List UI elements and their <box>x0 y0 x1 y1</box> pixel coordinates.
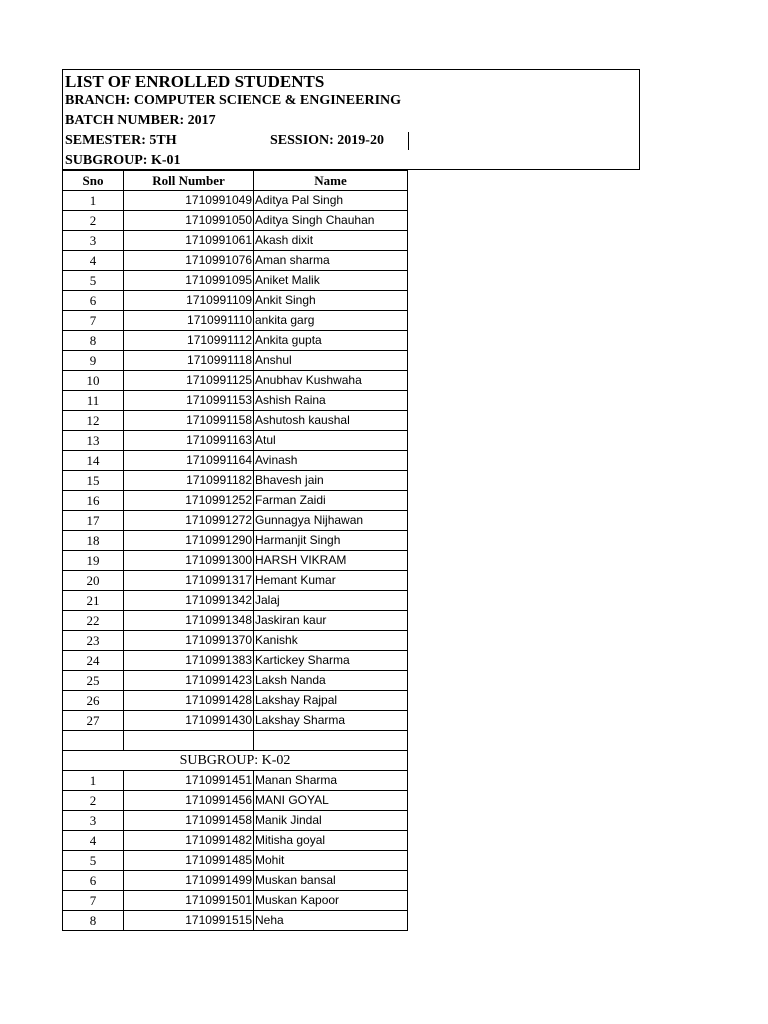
cell-sno: 1 <box>63 771 124 791</box>
table-row <box>63 211 408 231</box>
cell-name: Aniket Malik <box>254 271 408 291</box>
cell-roll-number: 1710991290 <box>124 531 254 551</box>
cell-sno: 2 <box>63 791 124 811</box>
cell-sno: 5 <box>63 851 124 871</box>
cell-name: Hemant Kumar <box>254 571 408 591</box>
batch-line: BATCH NUMBER: 2017 <box>65 113 216 128</box>
cell-roll-number: 1710991118 <box>124 351 254 371</box>
cell-roll-number: 1710991499 <box>124 871 254 891</box>
cell-name: Mohit <box>254 851 408 871</box>
cell-sno: 7 <box>63 891 124 911</box>
table-row <box>63 911 408 931</box>
cell-sno: 15 <box>63 471 124 491</box>
cell-roll-number: 1710991300 <box>124 551 254 571</box>
cell-sno: 4 <box>63 251 124 271</box>
document-title: LIST OF ENROLLED STUDENTS <box>65 72 325 91</box>
cell-roll-number: 1710991164 <box>124 451 254 471</box>
cell-sno: 12 <box>63 411 124 431</box>
cell-name: Aditya Pal Singh <box>254 191 408 211</box>
table-row <box>63 611 408 631</box>
cell-roll-number: 1710991430 <box>124 711 254 731</box>
cell-sno: 17 <box>63 511 124 531</box>
table-row <box>63 651 408 671</box>
cell-name: Jaskiran kaur <box>254 611 408 631</box>
cell-roll-number: 1710991501 <box>124 891 254 911</box>
cell-roll-number: 1710991428 <box>124 691 254 711</box>
cell-roll-number: 1710991110 <box>124 311 254 331</box>
cell-name: Mitisha goyal <box>254 831 408 851</box>
cell-sno: 13 <box>63 431 124 451</box>
cell-name: Ashutosh kaushal <box>254 411 408 431</box>
cell-roll-number: 1710991095 <box>124 271 254 291</box>
cell-sno: 8 <box>63 331 124 351</box>
session-line: SESSION: 2019-20 <box>270 133 384 148</box>
cell-roll-number: 1710991125 <box>124 371 254 391</box>
cell-sno: 6 <box>63 291 124 311</box>
cell-name: ankita garg <box>254 311 408 331</box>
cell-name: Anshul <box>254 351 408 371</box>
table-row <box>63 671 408 691</box>
empty-cell <box>63 731 124 751</box>
table-row <box>63 251 408 271</box>
semester-line: SEMESTER: 5TH <box>65 133 177 148</box>
table-row <box>63 791 408 811</box>
cell-name: MANI GOYAL <box>254 791 408 811</box>
cell-roll-number: 1710991061 <box>124 231 254 251</box>
document-header <box>62 69 640 170</box>
cell-roll-number: 1710991252 <box>124 491 254 511</box>
table-row <box>63 391 408 411</box>
subgroup-line: SUBGROUP: K-01 <box>65 153 181 168</box>
cell-name: Kanishk <box>254 631 408 651</box>
cell-name: Avinash <box>254 451 408 471</box>
table-row <box>63 191 408 211</box>
table-row <box>63 551 408 571</box>
cell-name: Harmanjit Singh <box>254 531 408 551</box>
cell-roll-number: 1710991163 <box>124 431 254 451</box>
cell-name: Lakshay Sharma <box>254 711 408 731</box>
cell-name: Ankit Singh <box>254 291 408 311</box>
cell-roll-number: 1710991050 <box>124 211 254 231</box>
cell-name: Aditya Singh Chauhan <box>254 211 408 231</box>
cell-roll-number: 1710991456 <box>124 791 254 811</box>
cell-sno: 14 <box>63 451 124 471</box>
table-row <box>63 891 408 911</box>
cell-name: Muskan Kapoor <box>254 891 408 911</box>
cell-roll-number: 1710991485 <box>124 851 254 871</box>
subgroup-k02-heading: SUBGROUP: K-02 <box>63 751 408 771</box>
cell-roll-number: 1710991182 <box>124 471 254 491</box>
table-row <box>63 331 408 351</box>
cell-sno: 24 <box>63 651 124 671</box>
subgroup-heading-row <box>63 751 408 771</box>
cell-sno: 21 <box>63 591 124 611</box>
cell-sno: 16 <box>63 491 124 511</box>
cell-sno: 9 <box>63 351 124 371</box>
table-row <box>63 571 408 591</box>
cell-roll-number: 1710991158 <box>124 411 254 431</box>
cell-sno: 7 <box>63 311 124 331</box>
cell-sno: 6 <box>63 871 124 891</box>
cell-roll-number: 1710991370 <box>124 631 254 651</box>
cell-roll-number: 1710991458 <box>124 811 254 831</box>
cell-roll-number: 1710991112 <box>124 331 254 351</box>
cell-roll-number: 1710991348 <box>124 611 254 631</box>
cell-roll-number: 1710991482 <box>124 831 254 851</box>
table-row <box>63 771 408 791</box>
cell-sno: 2 <box>63 211 124 231</box>
cell-name: Atul <box>254 431 408 451</box>
cell-name: Jalaj <box>254 591 408 611</box>
cell-roll-number: 1710991423 <box>124 671 254 691</box>
cell-sno: 18 <box>63 531 124 551</box>
cell-sno: 10 <box>63 371 124 391</box>
table-row <box>63 291 408 311</box>
cell-roll-number: 1710991515 <box>124 911 254 931</box>
empty-cell <box>124 731 254 751</box>
table-row <box>63 491 408 511</box>
cell-roll-number: 1710991049 <box>124 191 254 211</box>
cell-name: Neha <box>254 911 408 931</box>
table-row <box>63 231 408 251</box>
students-table <box>62 170 408 931</box>
cell-sno: 23 <box>63 631 124 651</box>
cell-sno: 20 <box>63 571 124 591</box>
cell-name: Ashish Raina <box>254 391 408 411</box>
table-row <box>63 871 408 891</box>
cell-sno: 5 <box>63 271 124 291</box>
empty-cell <box>254 731 408 751</box>
table-row <box>63 431 408 451</box>
table-row <box>63 371 408 391</box>
table-row <box>63 851 408 871</box>
cell-sno: 19 <box>63 551 124 571</box>
cell-name: Ankita gupta <box>254 331 408 351</box>
table-row <box>63 691 408 711</box>
cell-name: Anubhav Kushwaha <box>254 371 408 391</box>
cell-roll-number: 1710991076 <box>124 251 254 271</box>
cell-name: Gunnagya Nijhawan <box>254 511 408 531</box>
cell-sno: 11 <box>63 391 124 411</box>
blank-row <box>63 731 408 751</box>
table-row <box>63 711 408 731</box>
column-header-name: Name <box>254 171 408 191</box>
table-row <box>63 831 408 851</box>
cell-name: Bhavesh jain <box>254 471 408 491</box>
cell-name: Farman Zaidi <box>254 491 408 511</box>
cell-name: Manik Jindal <box>254 811 408 831</box>
cell-sno: 27 <box>63 711 124 731</box>
table-row <box>63 471 408 491</box>
cell-sno: 3 <box>63 231 124 251</box>
table-row <box>63 351 408 371</box>
cell-sno: 26 <box>63 691 124 711</box>
cell-name: Lakshay Rajpal <box>254 691 408 711</box>
cell-sno: 4 <box>63 831 124 851</box>
text-cursor <box>408 132 409 150</box>
branch-line: BRANCH: COMPUTER SCIENCE & ENGINEERING <box>65 93 402 108</box>
cell-name: Manan Sharma <box>254 771 408 791</box>
table-row <box>63 411 408 431</box>
cell-roll-number: 1710991383 <box>124 651 254 671</box>
table-row <box>63 531 408 551</box>
cell-sno: 22 <box>63 611 124 631</box>
cell-name: Kartickey Sharma <box>254 651 408 671</box>
cell-name: Akash dixit <box>254 231 408 251</box>
cell-sno: 25 <box>63 671 124 691</box>
table-row <box>63 631 408 651</box>
cell-name: HARSH VIKRAM <box>254 551 408 571</box>
table-row <box>63 811 408 831</box>
cell-roll-number: 1710991317 <box>124 571 254 591</box>
cell-roll-number: 1710991342 <box>124 591 254 611</box>
students-table-body <box>63 171 408 931</box>
table-row <box>63 591 408 611</box>
cell-roll-number: 1710991272 <box>124 511 254 531</box>
cell-name: Muskan bansal <box>254 871 408 891</box>
table-row <box>63 271 408 291</box>
cell-name: Laksh Nanda <box>254 671 408 691</box>
column-header-sno: Sno <box>63 171 124 191</box>
cell-roll-number: 1710991109 <box>124 291 254 311</box>
column-header-row <box>63 171 408 191</box>
table-row <box>63 511 408 531</box>
table-row <box>63 451 408 471</box>
cell-sno: 8 <box>63 911 124 931</box>
column-header-roll-number: Roll Number <box>124 171 254 191</box>
cell-sno: 3 <box>63 811 124 831</box>
cell-roll-number: 1710991153 <box>124 391 254 411</box>
cell-name: Aman sharma <box>254 251 408 271</box>
cell-roll-number: 1710991451 <box>124 771 254 791</box>
table-row <box>63 311 408 331</box>
cell-sno: 1 <box>63 191 124 211</box>
